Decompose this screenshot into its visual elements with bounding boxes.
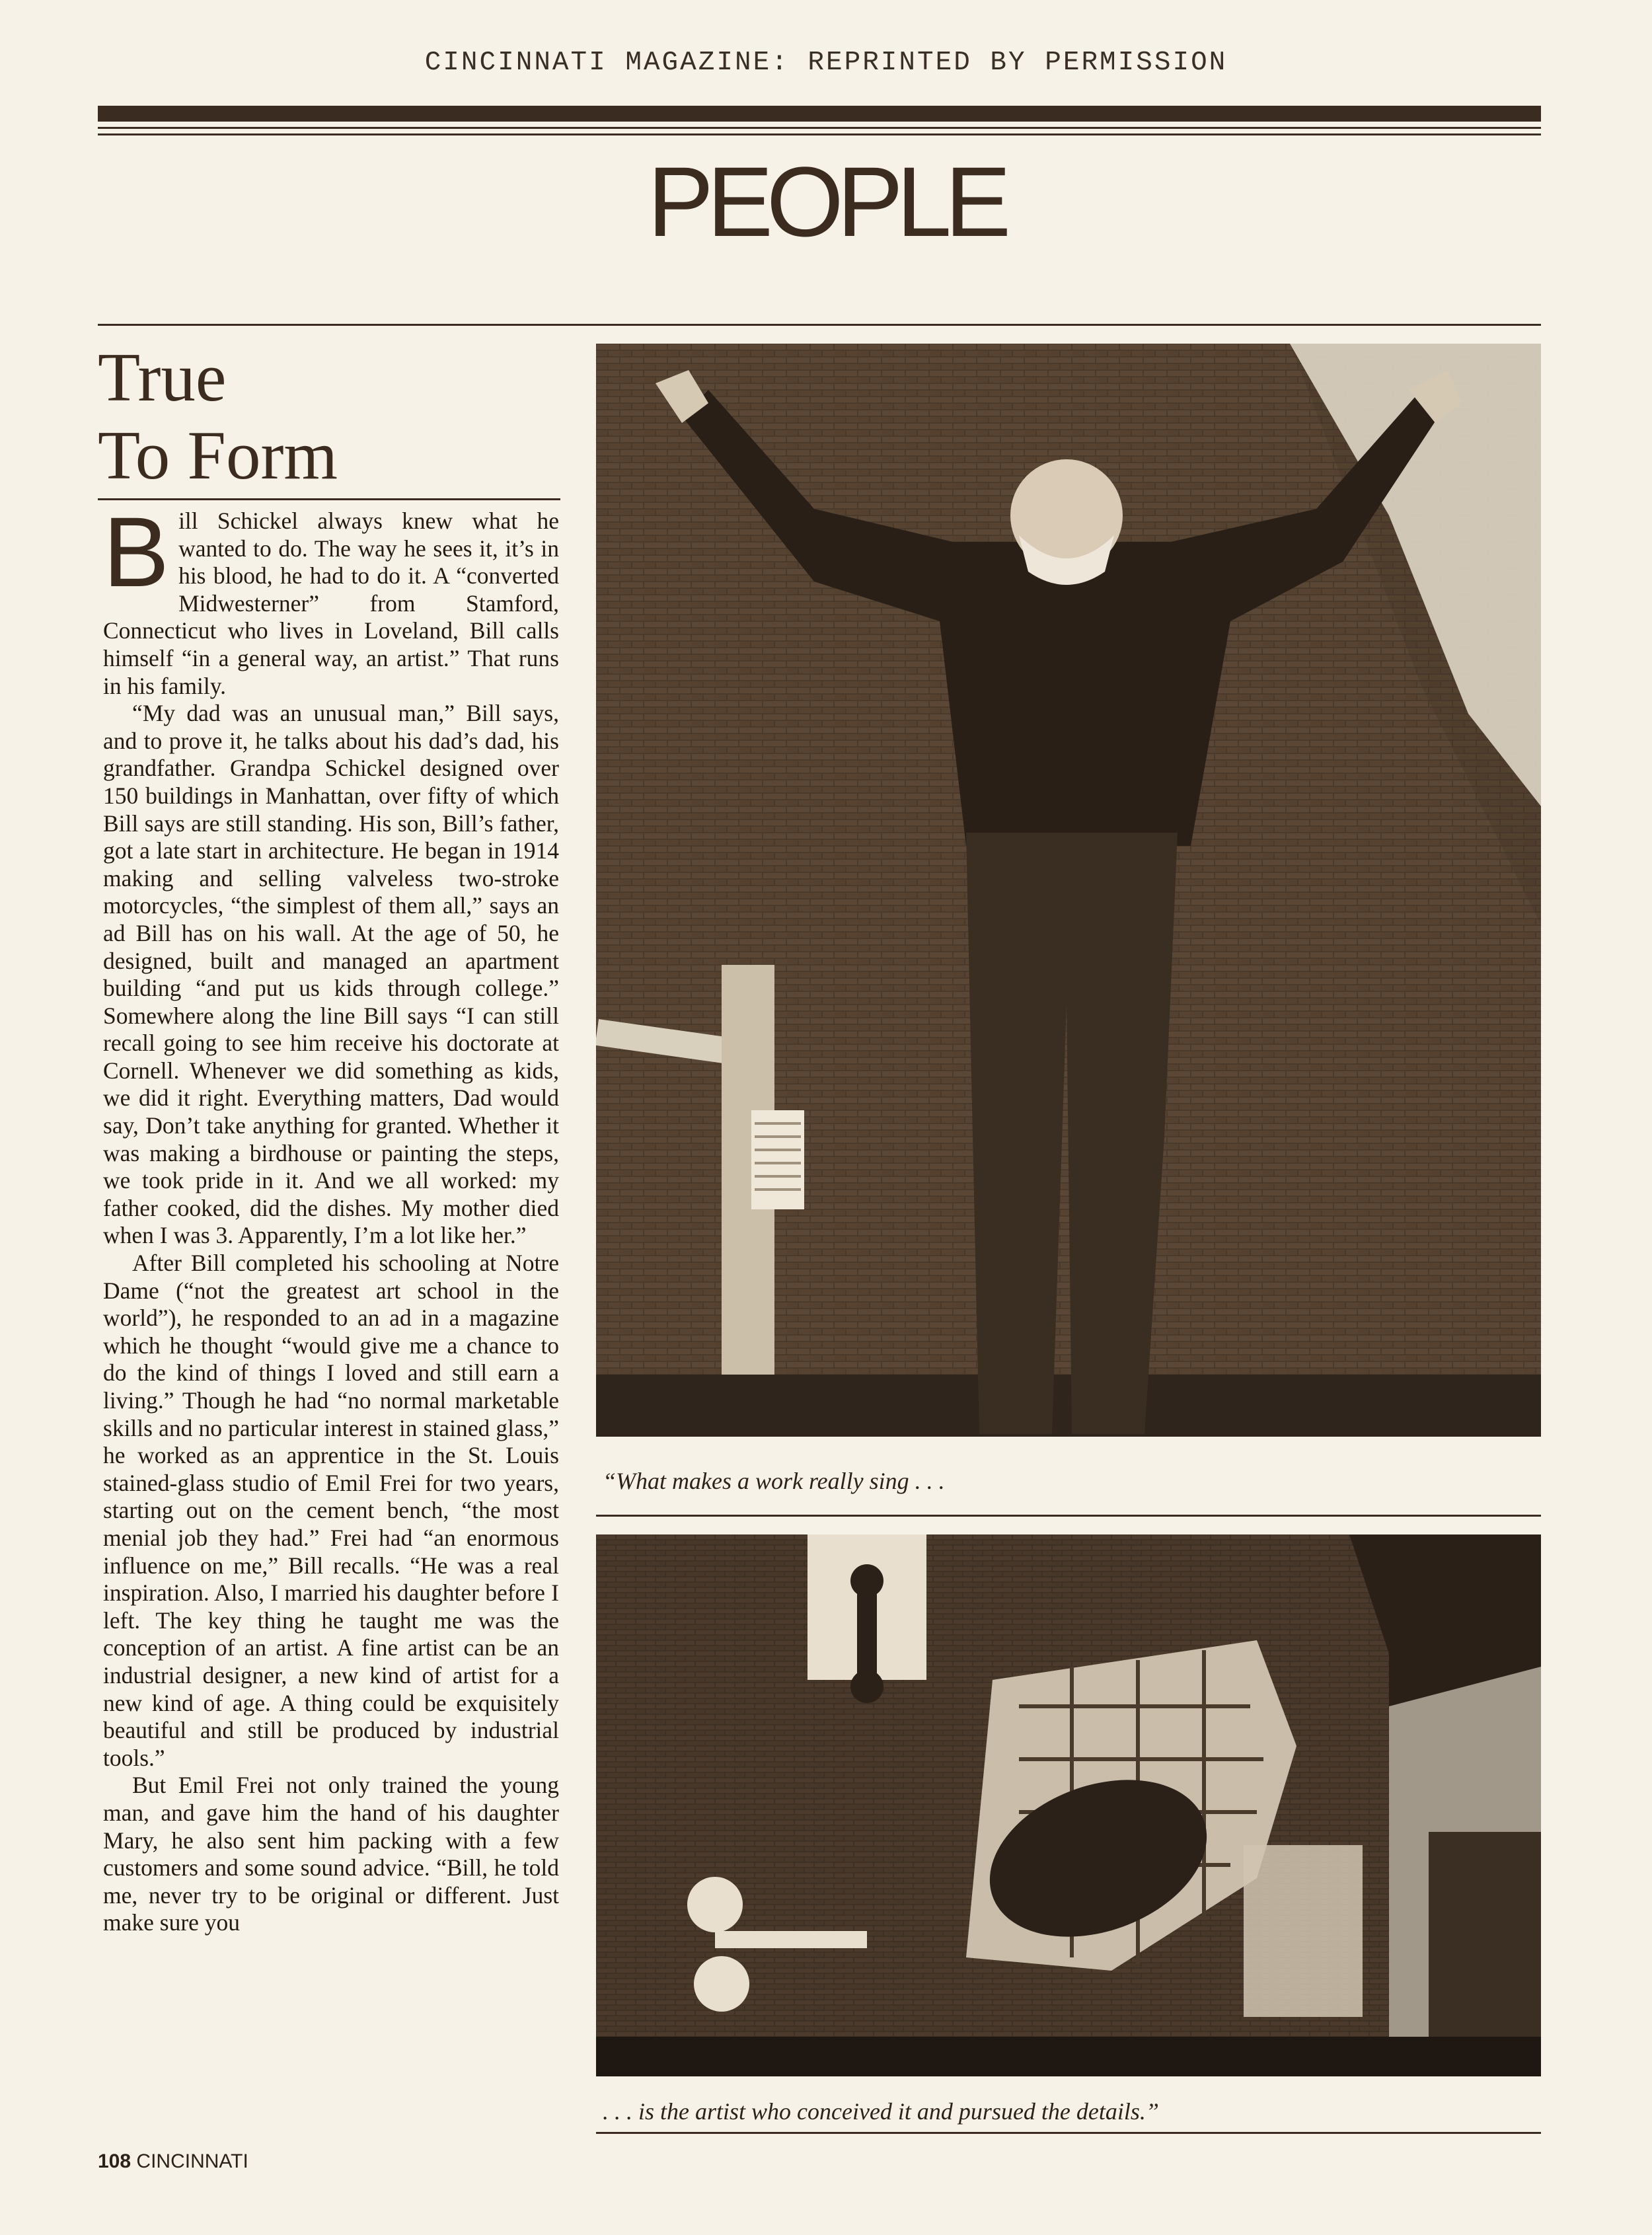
photo-mural-image	[596, 1534, 1541, 2076]
photo-artist-image	[596, 344, 1541, 1437]
caption-rule-top	[596, 1515, 1541, 1517]
paragraph-2: “My dad was an unusual man,” Bill says, and to prove it, he talks about his dad’s dad, his grandfather. Grandpa Schickel designed over 150 buildings in Manhattan, over fifty of which Bill says are still standing. His son, Bill’s father, got a late start in architecture. He began in 1914 making and selling valveless two-stroke motorcycles, “the simplest of them all,” says an ad Bill has on his wall. At the age of 50, he designed, built and managed an apartment building “and put us kids through college.” Somewhere along the line Bill says “I can still recall going to see him receive his doctorate at Cornell. Whenever we did something as kids, we did it right. Everything matters, Dad would say, Don’t take anything for granted. Whether it was making a birdhouse or painting the steps, we took pride in it. And we all worked: my father cooked, did the dishes. My mother died when I was 3. Apparently, I’m a lot like her.”	[103, 700, 559, 1249]
photo-mural	[596, 1534, 1541, 2076]
article-body	[103, 508, 559, 2113]
page-footer	[98, 2150, 248, 2173]
section-title: PEOPLE	[647, 146, 1005, 257]
photo-caption-top: “What makes a work really sing . . .	[603, 1468, 945, 1494]
header-bar	[98, 106, 1541, 122]
header-rule-1	[98, 127, 1541, 129]
headline-rule	[98, 498, 560, 500]
section-rule	[98, 324, 1541, 326]
headline	[98, 338, 560, 494]
header-rule-2	[98, 133, 1541, 135]
publication-name: CINCINNATI	[136, 2150, 248, 2172]
headline-line-2: To Form	[98, 416, 338, 494]
reprint-notice: CINCINNATI MAGAZINE: REPRINTED BY PERMISSION	[424, 48, 1228, 78]
paragraph-4: But Emil Frei not only trained the young man, and gave him the hand of his daughter Mary, he also sent him packing with a few customers and some sound advice. “Bill, he told me, never try to be original or different. Just make sure you	[103, 1772, 559, 1936]
paragraph-1-text: ill Schickel always knew what he wanted to do. The way he sees it, it’s in his blood, he had to do it. A “converted Midwesterner” from Stamford, Connecticut who lives in Loveland, Bill calls himself “in a general way, an artist.” That runs in his family.	[103, 508, 559, 699]
caption-rule-bottom	[596, 2132, 1541, 2134]
paragraph-3: After Bill completed his schooling at Notre Dame (“not the greatest art school in the world”), he responded to an ad in a magazine which he thought “would give me a chance to do the kind of things I loved and still earn a living.” Though he had “no normal marketable skills and no particular interest in stained glass,” he worked as an apprentice in the St. Louis stained-glass studio of Emil Frei for two years, starting out on the cement bench, “the most menial job they had.” Frei had “an enormous influence on me,” Bill recalls. “He was a real inspiration. Also, I married his daughter before I left. The key thing he taught me was the conception of an artist. A fine artist can be an industrial designer, a new kind of artist for a new kind of age. A thing could be exquisitely beautiful and still be produced by industrial tools.”	[103, 1250, 559, 1771]
photo-artist	[596, 344, 1541, 1437]
page-number: 108	[98, 2150, 131, 2172]
photo-caption-bottom: . . . is the artist who conceived it and pursued the details.”	[603, 2098, 1159, 2125]
paragraph-1	[103, 508, 559, 700]
drop-cap: B	[103, 508, 170, 607]
headline-line-1: True	[98, 338, 227, 416]
